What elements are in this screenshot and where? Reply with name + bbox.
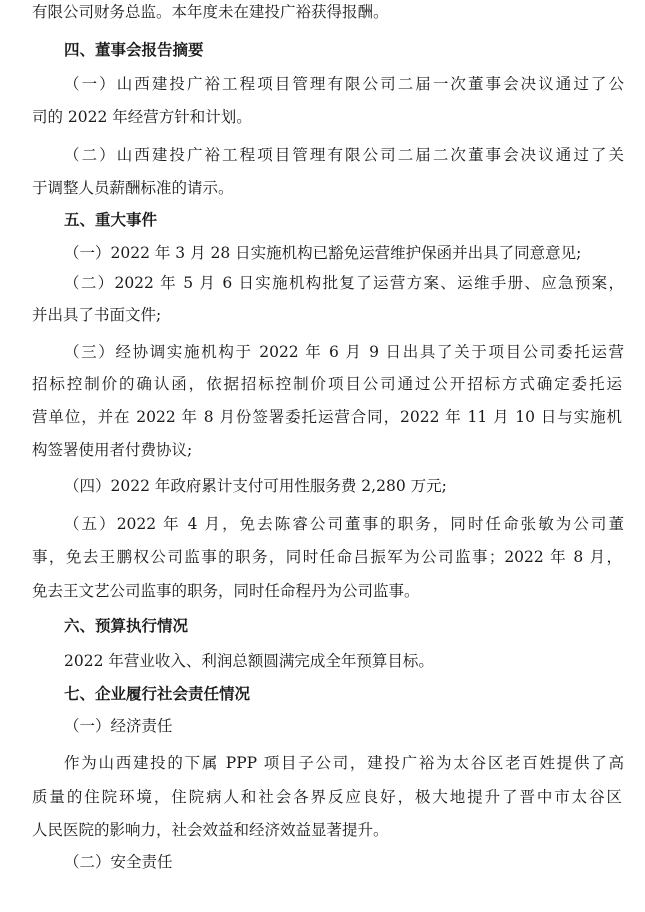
section-5-item-5-line-1: （五）2022 年 4 月，免去陈睿公司董事的职务，同时任命张敏为公司董: [64, 515, 624, 533]
intro-tail-text: 有限公司财务总监。本年度未在建投广裕获得报酬。: [32, 3, 389, 21]
section-7-paragraph-line-3: 人民医院的影响力，社会效益和经济效益显著提升。: [32, 821, 389, 839]
section-7-paragraph-line-2: 质量的住院环境，住院病人和社会各界反应良好，极大地提升了晋中市太谷区: [32, 788, 622, 806]
section-5-item-2-line-1: （二）2022 年 5 月 6 日实施机构批复了运营方案、运维手册、应急预案，: [64, 274, 624, 292]
section-5-item-4: （四）2022 年政府累计支付可用性服务费 2,280 万元;: [64, 477, 447, 495]
section-5-item-1: （一）2022 年 3 月 28 日实施机构已豁免运营维护保函并出具了同意意见;: [64, 244, 582, 262]
section-7-subheading-2: （二）安全责任: [64, 853, 173, 871]
section-5-item-3-line-1: （三）经协调实施机构于 2022 年 6 月 9 日出具了关于项目公司委托运营: [64, 343, 624, 361]
section-6-text: 2022 年营业收入、利润总额圆满完成全年预算目标。: [64, 652, 434, 670]
section-5-item-3-line-4: 构签署使用者付费协议;: [32, 441, 193, 459]
section-5-item-3-line-2: 招标控制价的确认函，依据招标控制价项目公司通过公开招标方式确定委托运: [32, 375, 622, 393]
section-5-item-2-line-2: 并出具了书面文件;: [32, 306, 162, 324]
section-5-item-5-line-2: 事，免去王鹏权公司监事的职务，同时任命吕振军为公司监事；2022 年 8 月，: [32, 548, 622, 566]
section-6-heading: 六、预算执行情况: [64, 617, 189, 635]
section-7-heading: 七、企业履行社会责任情况: [64, 685, 251, 703]
section-4-heading: 四、董事会报告摘要: [64, 41, 204, 59]
section-5-item-5-line-3: 免去王文艺公司监事的职务，同时任命程丹为公司监事。: [32, 582, 420, 600]
section-7-subheading-1: （一）经济责任: [64, 717, 173, 735]
section-7-paragraph-line-1: 作为山西建投的下属 PPP 项目子公司，建投广裕为太谷区老百姓提供了高: [64, 754, 624, 772]
section-5-item-3-line-3: 营单位，并在 2022 年 8 月份签署委托运营合同，2022 年 11 月 10 日与实施机: [32, 408, 622, 426]
section-4-item-1-line-2: 司的 2022 年经营方针和计划。: [32, 108, 252, 126]
section-5-heading: 五、重大事件: [64, 211, 158, 229]
section-4-item-2-line-1: （二）山西建投广裕工程项目管理有限公司二届二次董事会决议通过了关: [64, 146, 624, 164]
section-4-item-2-line-2: 于调整人员薪酬标准的请示。: [32, 179, 234, 197]
section-4-item-1-line-1: （一）山西建投广裕工程项目管理有限公司二届一次董事会决议通过了公: [64, 75, 624, 93]
